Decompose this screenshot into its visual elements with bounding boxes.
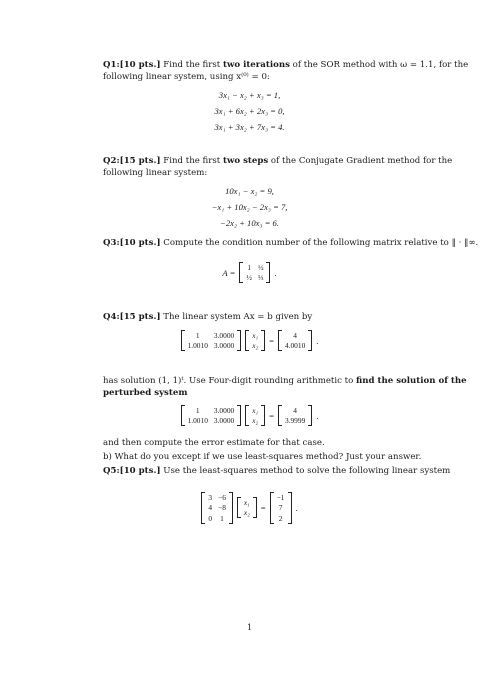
q5-x2: x₂ <box>243 508 250 518</box>
q4-a12: 3.0000 <box>213 330 235 340</box>
q5-a31: 0 <box>208 513 213 523</box>
q2-equation-1: 10x₁ − x₂ = 9, <box>225 186 274 196</box>
q5-b1: −1 <box>276 492 285 502</box>
q4-a22: 3.0000 <box>213 341 235 350</box>
q1-equation-2: 3x₁ + 6x₂ + 2x₃ = 0, <box>214 106 285 116</box>
q5-line-1 <box>103 466 450 477</box>
q4-line-1 <box>103 312 312 323</box>
q3-a11: 1 <box>247 262 252 272</box>
q4-system-2 <box>0 405 499 426</box>
q2-text-b: of the Conjugate Gradient method for the <box>268 156 453 166</box>
q1-text-b: of the SOR method with ω = 1.1, for the <box>289 60 469 70</box>
q5-x1: x₁ <box>243 497 250 507</box>
q4-b2-2: 3.9999 <box>284 416 306 425</box>
q3-tail: . <box>274 267 277 278</box>
q4-x2: x₂ <box>252 341 259 350</box>
q3-matrix <box>239 262 270 283</box>
q3-matrix-row <box>0 262 499 283</box>
q4-b1-2: 4.0010 <box>284 341 306 350</box>
q4-vector-b1 <box>278 330 312 351</box>
q5-a21: 4 <box>208 503 213 512</box>
q3-text: Compute the condition number of the following matrix relative to ‖ · ‖∞. <box>160 238 479 248</box>
q5-a11: 3 <box>208 492 213 502</box>
q4-label: Q4:[15 pts.] <box>103 312 161 322</box>
q5-vector-x <box>237 497 257 518</box>
q4-p-x2: x₂ <box>252 416 259 425</box>
q5-b3: 2 <box>278 513 283 523</box>
q1-label: Q1:[10 pts.] <box>103 60 161 70</box>
q1-bold: two iterations <box>222 60 290 70</box>
q4-p-a22: 3.0000 <box>213 416 235 425</box>
q4-perturbed-label: perturbed system <box>103 388 188 398</box>
q1-line-2: following linear system, using x⁽⁰⁾ = 0: <box>103 72 270 82</box>
q4-tail-2: . <box>316 410 319 421</box>
q4-sol-bold: find the solution of the <box>356 376 467 386</box>
page-number: 1 <box>246 623 253 632</box>
q2-line-1 <box>103 156 452 167</box>
q1-text-a: Find the first <box>160 60 223 70</box>
q5-system <box>0 492 499 524</box>
q4-solution-line <box>103 376 467 387</box>
q4-vector-x-perturbed <box>245 405 265 426</box>
q4-p-a21: 1.0010 <box>187 416 208 425</box>
q4-sol-text: has solution (1, 1)ᵗ. Use Four-digit rounding arithmetic to <box>103 376 357 386</box>
q4-error-line: and then compute the error estimate for that case. <box>103 438 325 448</box>
q4-vector-b2 <box>278 405 312 426</box>
q3-a12: ½ <box>257 262 264 272</box>
q5-label: Q5:[10 pts.] <box>103 466 161 476</box>
q5-text: Use the least-squares method to solve the following linear system <box>160 466 451 476</box>
q5-equals: = <box>260 502 266 513</box>
q5-a12: −6 <box>218 492 226 502</box>
q3-line-1 <box>103 238 478 249</box>
q4-part-b: b) What do you except if we use least-squares method? Just your answer. <box>103 452 422 462</box>
q2-bold: two steps <box>222 156 269 166</box>
q2-equation-3: −2x₂ + 10x₃ = 6. <box>220 218 279 228</box>
q4-a21: 1.0010 <box>187 341 208 350</box>
q2-line-2: following linear system: <box>103 168 208 178</box>
q5-matrix-a <box>201 492 233 524</box>
q2-equation-2: −x₁ + 10x₂ − 2x₃ = 7, <box>211 202 288 212</box>
q4-equals-2: = <box>269 410 274 421</box>
q4-p-a11: 1 <box>195 405 200 415</box>
q2-text-a: Find the first <box>160 156 223 166</box>
q1-equation-1: 3x₁ − x₂ + x₃ = 1, <box>218 90 281 100</box>
q1-line-1 <box>103 60 468 71</box>
q4-vector-x <box>245 330 265 351</box>
q5-b2: 7 <box>278 503 283 512</box>
q2-label: Q2:[15 pts.] <box>103 156 161 166</box>
q3-a22: ⅓ <box>257 273 264 282</box>
q4-tail-1: . <box>316 335 319 346</box>
q5-a22: −8 <box>218 503 226 512</box>
q4-matrix-a <box>181 330 242 351</box>
q4-matrix-a-perturbed <box>181 405 242 426</box>
q4-a11: 1 <box>195 330 200 340</box>
q5-vector-b <box>270 492 292 524</box>
q4-x1: x₁ <box>252 330 259 340</box>
q3-a21: ½ <box>246 273 252 282</box>
q4-system-1 <box>0 330 499 351</box>
q5-a32: 1 <box>220 513 224 523</box>
q4-b2-1: 4 <box>293 405 297 415</box>
q4-p-x1: x₁ <box>252 405 259 415</box>
q5-tail: . <box>295 502 298 513</box>
q4-b1-1: 4 <box>293 330 297 340</box>
q3-lhs: A = <box>222 267 236 278</box>
q1-equation-3: 3x₁ + 3x₂ + 7x₃ = 4. <box>214 122 285 132</box>
q3-label: Q3:[10 pts.] <box>103 238 161 248</box>
q4-text: The linear system Ax = b given by <box>160 312 313 322</box>
q4-p-a12: 3.0000 <box>213 405 235 415</box>
q4-equals-1: = <box>269 335 274 346</box>
